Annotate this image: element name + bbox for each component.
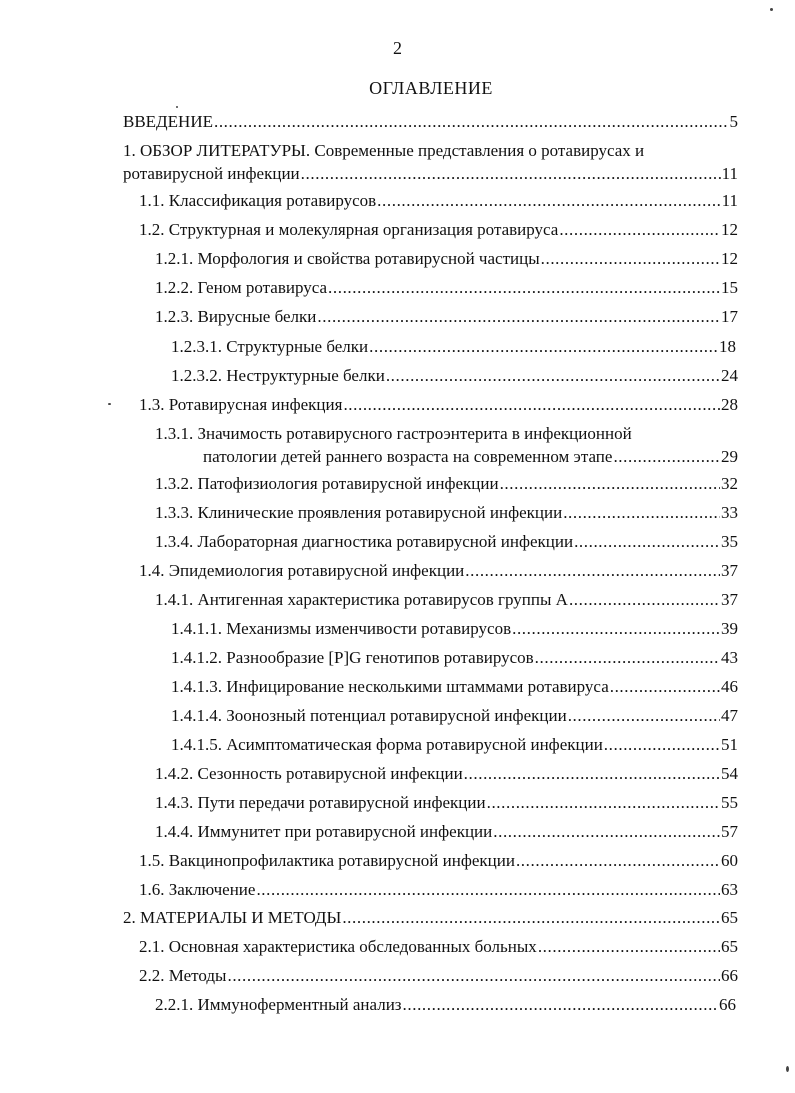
scan-speck [786, 1066, 789, 1072]
toc-entry-page: 51 [721, 735, 738, 754]
toc-entry-title: 1.2.2. Геном ротавируса [155, 278, 328, 297]
toc-entry-title-line1: 1. ОБЗОР ЛИТЕРАТУРЫ. Современные представления о ротавирусах и [123, 141, 645, 160]
dot-leader [610, 675, 720, 698]
toc-entry-title: ВВЕДЕНИЕ [123, 112, 213, 131]
toc-entry-1-2-1[interactable] [155, 247, 738, 270]
toc-entry-title: 1.2.3.1. Структурные белки [171, 337, 369, 356]
dot-leader [541, 247, 720, 270]
toc-entry-title: 1.6. Заключение [139, 880, 256, 899]
toc-entry-2-1[interactable] [139, 935, 738, 958]
toc-entry-page: 60 [721, 851, 738, 870]
toc-entry-1-3-2[interactable] [155, 472, 738, 495]
toc-entry-1-4-1-5[interactable] [171, 733, 738, 756]
dot-leader [535, 646, 720, 669]
toc-entry-page: 12 [721, 249, 738, 268]
scan-speck [108, 403, 111, 405]
toc-entry-page: 15 [721, 278, 738, 297]
dot-leader [559, 218, 720, 241]
toc-entry-chapter-1[interactable] [123, 139, 738, 185]
toc-entry-introduction[interactable] [123, 110, 738, 133]
toc-entry-title: 1.4.2. Сезонность ротавирусной инфекции [155, 764, 463, 783]
toc-entry-title: 1.2.3.2. Неструктурные белки [171, 366, 385, 385]
toc-entry-page: 43 [721, 648, 738, 667]
toc-entry-title: 1.3. Ротавирусная инфекция [139, 395, 343, 414]
dot-leader [301, 162, 721, 185]
toc-entry-1-2-3[interactable] [155, 305, 738, 328]
dot-leader [538, 935, 720, 958]
dot-leader [256, 878, 720, 901]
toc-entry-1-4-3[interactable] [155, 791, 738, 814]
toc-entry-title-line1: 1.3.1. Значимость ротавирусного гастроэнтерита в инфекционной [155, 424, 632, 443]
toc-entry-page: 35 [721, 532, 738, 551]
toc-entry-title: 2.2.1. Иммуноферментный анализ [155, 995, 402, 1014]
toc-entry-1-2-2[interactable] [155, 276, 738, 299]
toc-entry-title: 2.2. Методы [139, 966, 227, 985]
dot-leader [516, 849, 720, 872]
page-number: 2 [393, 38, 402, 58]
dot-leader [369, 335, 718, 358]
toc-entry-page: 39 [721, 619, 738, 638]
toc-entry-1-5[interactable] [139, 849, 738, 872]
toc-entry-page: 29 [721, 447, 738, 466]
toc-entry-page: 12 [721, 220, 738, 239]
dot-leader [563, 501, 720, 524]
toc-entry-title: 1.4.1.1. Механизмы изменчивости ротавирусов [171, 619, 512, 638]
toc-entry-page: 57 [721, 822, 738, 841]
toc-entry-page: 11 [721, 164, 738, 183]
toc-entry-title: 1.4.1.2. Разнообразие [P]G генотипов ротавирусов [171, 648, 534, 667]
toc-entry-1-4-1-3[interactable] [171, 675, 738, 698]
toc-entry-title: 1.4.3. Пути передачи ротавирусной инфекции [155, 793, 486, 812]
toc-entry-page: 18 [719, 337, 736, 356]
dot-leader [227, 964, 720, 987]
toc-entry-1-1[interactable] [139, 189, 738, 212]
toc-entry-title: 1.3.2. Патофизиология ротавирусной инфекции [155, 474, 499, 493]
toc-entry-page: 37 [721, 590, 738, 609]
toc-entry-page: 65 [721, 908, 738, 927]
dot-leader [343, 393, 720, 416]
dot-leader [465, 559, 720, 582]
toc-entry-1-4-1-1[interactable] [171, 617, 738, 640]
dot-leader [569, 588, 720, 611]
dot-leader [500, 472, 720, 495]
toc-entry-page: 46 [721, 677, 738, 696]
toc-entry-page: 55 [721, 793, 738, 812]
toc-entry-title: 1.2.3. Вирусные белки [155, 307, 317, 326]
toc-entry-title: 1.4.4. Иммунитет при ротавирусной инфекции [155, 822, 493, 841]
dot-leader [604, 733, 720, 756]
toc-entry-title: 1.2. Структурная и молекулярная организация ротавируса [139, 220, 559, 239]
toc-entry-title: 1.4.1.5. Асимптоматическая форма ротавирусной инфекции [171, 735, 603, 754]
toc-entry-1-4[interactable] [139, 559, 738, 582]
dot-leader [574, 530, 720, 553]
scan-speck [770, 8, 773, 11]
toc-entry-chapter-2[interactable] [123, 906, 738, 929]
toc-entry-title: 1.2.1. Морфология и свойства ротавирусной частицы [155, 249, 540, 268]
dot-leader [487, 791, 720, 814]
toc-entry-1-3-3[interactable] [155, 501, 738, 524]
toc-entry-1-4-4[interactable] [155, 820, 738, 843]
toc-entry-page: 11 [721, 191, 738, 210]
toc-entry-page: 66 [721, 966, 738, 985]
dot-leader [328, 276, 720, 299]
toc-entry-title: 1.4.1.4. Зоонозный потенциал ротавирусной инфекции [171, 706, 567, 725]
toc-entry-page: 17 [721, 307, 738, 326]
toc-entry-title: 2.1. Основная характеристика обследованных больных [139, 937, 537, 956]
toc-entry-2-2[interactable] [139, 964, 738, 987]
dot-leader [317, 305, 720, 328]
toc-entry-page: 63 [721, 880, 738, 899]
toc-entry-1-2-3-2[interactable] [171, 364, 738, 387]
dot-leader [464, 762, 720, 785]
toc-entry-page: 66 [719, 995, 736, 1014]
scan-speck [176, 106, 178, 108]
dot-leader [512, 617, 720, 640]
dot-leader [214, 110, 729, 133]
dot-leader [342, 906, 720, 929]
toc-entry-page: 47 [721, 706, 738, 725]
dot-leader [386, 364, 720, 387]
toc-entry-title: ротавирусной инфекции [123, 164, 300, 183]
toc-entry-title: 1.4. Эпидемиология ротавирусной инфекции [139, 561, 465, 580]
toc-entry-page: 37 [721, 561, 738, 580]
dot-leader [493, 820, 720, 843]
toc-entry-1-4-2[interactable] [155, 762, 738, 785]
toc-entry-page: 65 [721, 937, 738, 956]
toc-entry-1-2[interactable] [139, 218, 738, 241]
toc-entry-page: 5 [729, 112, 738, 131]
toc-title: ОГЛАВЛЕНИЕ [369, 78, 493, 98]
toc-entry-1-3-4[interactable] [155, 530, 738, 553]
toc-entry-page: 54 [721, 764, 738, 783]
toc-entry-2-2-1[interactable] [155, 993, 736, 1016]
toc-entry-title: 2. МАТЕРИАЛЫ И МЕТОДЫ [123, 908, 342, 927]
toc-entry-1-4-1[interactable] [155, 588, 738, 611]
toc-entry-1-4-1-4[interactable] [171, 704, 738, 727]
toc-entry-1-3[interactable] [139, 393, 738, 416]
toc-entry-page: 32 [721, 474, 738, 493]
dot-leader [613, 445, 720, 468]
toc-entry-title: 1.4.1.3. Инфицирование несколькими штаммами ротавируса [171, 677, 609, 696]
toc-entry-1-6[interactable] [139, 878, 738, 901]
toc-entry-title: 1.1. Классификация ротавирусов [139, 191, 377, 210]
toc-entry-title: 1.4.1. Антигенная характеристика ротавирусов группы А [155, 590, 568, 609]
toc-entry-title: патологии детей раннего возраста на современном этапе [203, 447, 613, 466]
toc-entry-page: 33 [721, 503, 738, 522]
dot-leader [403, 993, 718, 1016]
toc-entry-1-3-1[interactable] [155, 422, 738, 468]
toc-entry-1-2-3-1[interactable] [171, 335, 736, 358]
toc-entry-1-4-1-2[interactable] [171, 646, 738, 669]
toc-entry-title: 1.5. Вакцинопрофилактика ротавирусной инфекции [139, 851, 515, 870]
dot-leader [568, 704, 720, 727]
toc-entry-page: 28 [721, 395, 738, 414]
dot-leader [377, 189, 720, 212]
toc-entry-page: 24 [721, 366, 738, 385]
toc-entry-title: 1.3.3. Клинические проявления ротавирусной инфекции [155, 503, 563, 522]
toc-entry-title: 1.3.4. Лабораторная диагностика ротавирусной инфекции [155, 532, 574, 551]
